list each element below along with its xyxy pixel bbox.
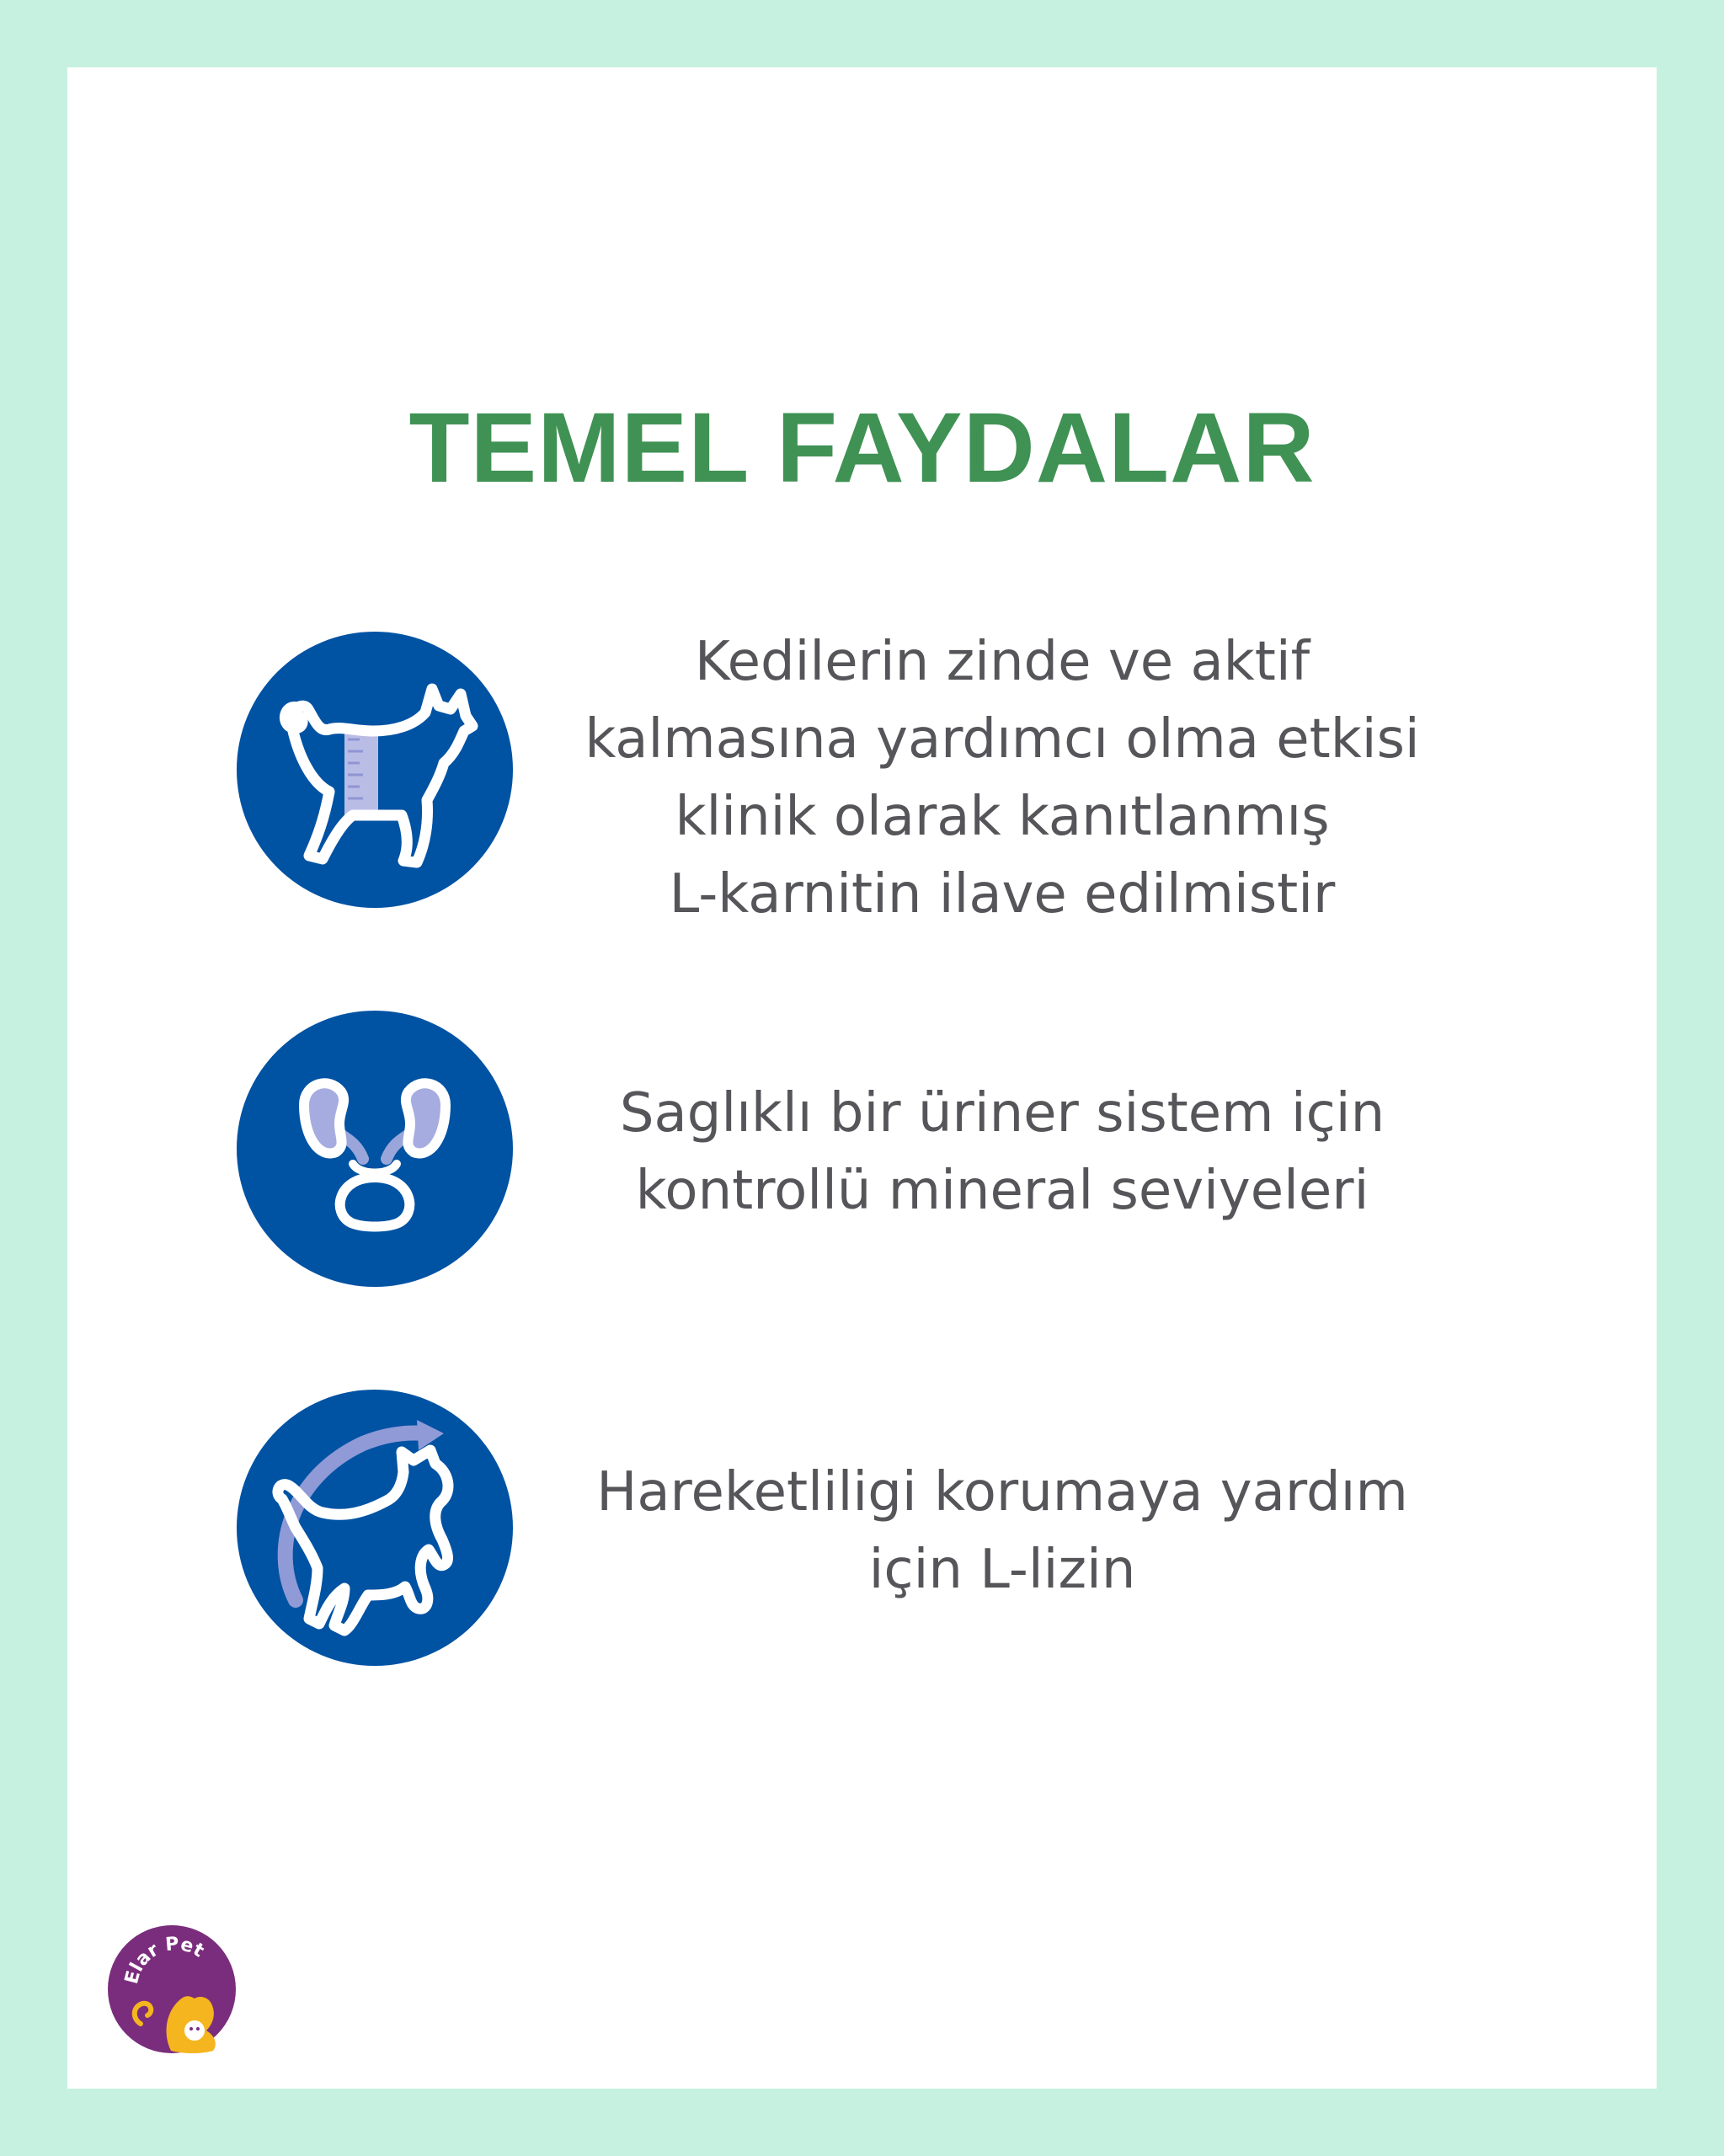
benefit-text	[547, 1075, 1457, 1230]
benefit-line: L-karnitin ilave edilmistir	[669, 863, 1336, 926]
benefit-line: Hareketliligi korumaya yardım	[596, 1461, 1408, 1524]
cat-weight-icon	[237, 632, 513, 908]
benefit-line: klinik olarak kanıtlanmış	[675, 786, 1330, 848]
benefit-line: için L-lizin	[868, 1539, 1136, 1601]
benefit-line: kalmasına yardımcı olma etkisi	[584, 708, 1420, 771]
benefit-text	[547, 1454, 1457, 1609]
benefit-item-l-lysine	[0, 1390, 1724, 1668]
benefit-item-l-carnitine	[0, 631, 1724, 926]
benefit-line: Kedilerin zinde ve aktif	[694, 631, 1310, 693]
elar-pet-logo	[107, 1924, 237, 2054]
benefit-line: kontrollü mineral seviyeleri	[635, 1160, 1369, 1222]
logo-text: Elar Pet	[121, 1933, 208, 1987]
cat-mobility-icon	[237, 1390, 513, 1666]
urinary-system-icon	[237, 1011, 513, 1287]
benefit-text	[547, 623, 1457, 933]
page-title: TEMEL FAYDALAR	[408, 392, 1316, 504]
benefit-item-urinary	[0, 1011, 1724, 1289]
benefit-line: Saglıklı bir üriner sistem için	[619, 1082, 1385, 1145]
